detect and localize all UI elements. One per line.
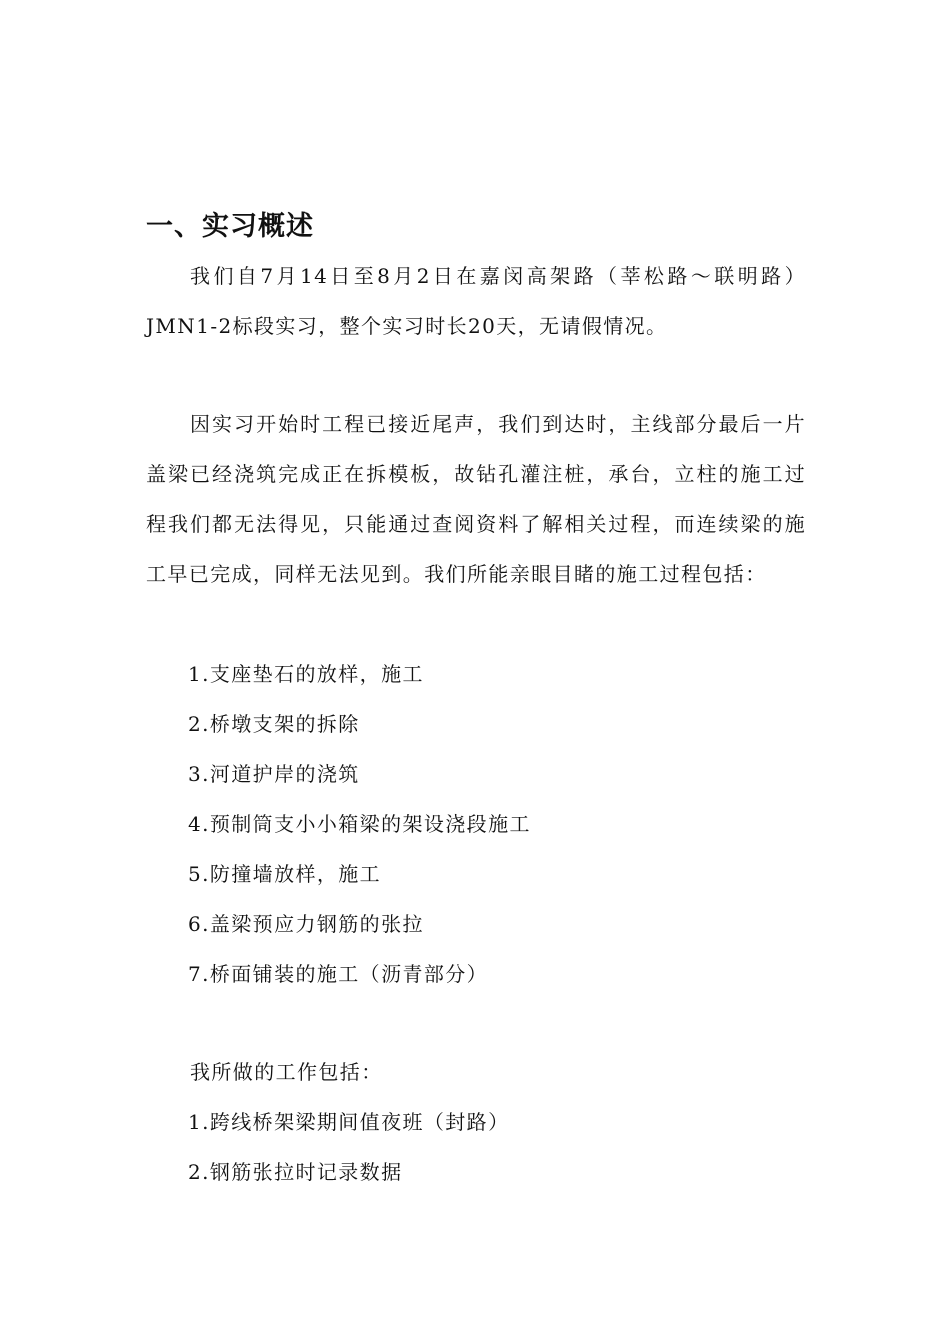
list-item: 2.桥墩支架的拆除 (188, 712, 360, 736)
my-work-intro: 我所做的工作包括： (190, 1060, 383, 1084)
list-item: 3.河道护岸的浇筑 (188, 762, 360, 786)
paragraph-construction-status: 因实习开始时工程已接近尾声，我们到达时，主线部分最后一片盖梁已经浇筑完成正在拆模板，故钻孔灌注桩，承台，立柱的施工过程我们都无法得见，只能通过查阅资料了解相关过程，而连续梁的施工早已完成，同样无法见到。我们所能亲眼目睹的施工过程包括： (146, 412, 806, 586)
paragraph-internship-period: 我们自7月14日至8月2日在嘉闵高架路（莘松路～联明路）JMN1-2标段实习，整个实习时长20天，无请假情况。 (146, 264, 806, 338)
list-item: 6.盖梁预应力钢筋的张拉 (188, 912, 424, 936)
list-item: 5.防撞墙放样，施工 (188, 862, 382, 886)
observed-processes-list (188, 649, 531, 999)
section-heading: 一、实习概述 (146, 211, 314, 242)
list-item: 1.支座垫石的放样，施工 (188, 662, 424, 686)
my-work-list (188, 1097, 509, 1197)
list-item: 2.钢筋张拉时记录数据 (188, 1160, 403, 1184)
list-item: 7.桥面铺装的施工（沥青部分） (188, 962, 489, 986)
list-item: 4.预制筒支小小箱梁的架设浇段施工 (188, 812, 531, 836)
list-item: 1.跨线桥架梁期间值夜班（封路） (188, 1110, 510, 1134)
